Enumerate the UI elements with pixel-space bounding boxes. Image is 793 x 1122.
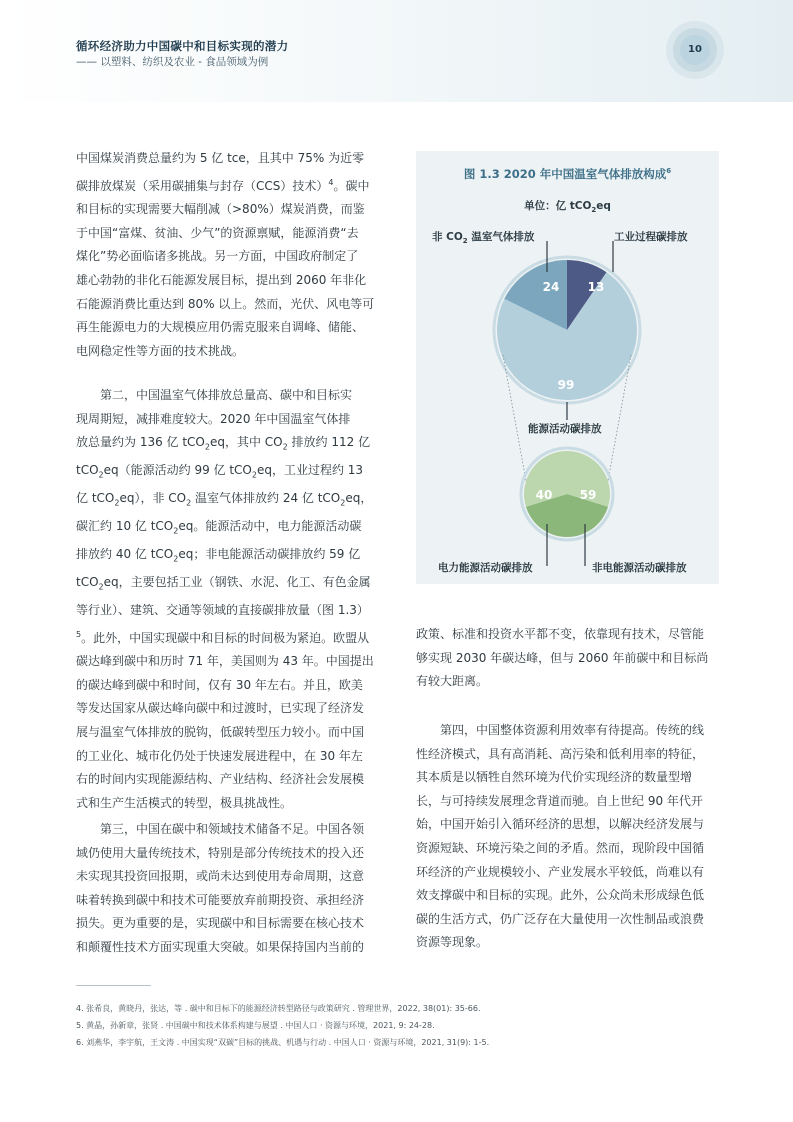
paragraph-fourth: 第四，中国整体资源利用效率有待提高。传统的线 性经济模式，具有高消耗、高污染和低利用率的特征， 其本质是以牺牲自然环境为代价实现经济的数量型增 长，与可持续发展理念背道而驰。自上世纪 90 年代开 始，中国开始引入循环经济的思想，以解决经济发展与 资源短缺、环境污染之间的矛盾。然而，现阶段中国循 环经济的产业规模较小、产业发展水平较低，尚难以有 效支撑碳中和目标的实现。此外，公众尚未形成绿色低 碳的生活方式，仍广泛存在大量使用一次性制品或浪费 资源等现象。: [416, 723, 705, 950]
report-subtitle: —— 以塑料、纺织及农业 - 食品领域为例: [76, 56, 269, 68]
footnote-divider: [76, 985, 151, 986]
label-energy: 能源活动碳排放: [528, 423, 602, 435]
report-title: 循环经济助力中国碳中和目标实现的潜力: [76, 39, 289, 53]
value-power: 40: [535, 488, 553, 502]
value-nonpower: 59: [579, 488, 597, 502]
value-industry: 13: [587, 280, 605, 294]
value-energy: 99: [557, 378, 575, 392]
label-nonpower: 非电能源活动碳排放: [592, 562, 687, 574]
footnote-4: 4. 张希良，黄晓丹，张达，等 . 碳中和目标下的能源经济转型路径与政策研究 . 管理世界，2022, 38(01): 35-66.: [76, 1004, 481, 1013]
paragraph-third: 第三，中国在碳中和领域技术储备不足。中国各领 域仍使用大量传统技术，特别是部分传统技术的投入还 未实现其投资回报期，或尚未达到使用寿命周期，这意 味着转换到碳中和技术可能要放弃前期投资、承担经济 损失。更为重要的是，实现碳中和目标需要在核心技术 和颠覆性技术方面实现重大突破。如果保持国内当前的: [76, 822, 365, 954]
figure-title: 图 1.3 2020 年中国温室气体排放构成$^6$: [463, 167, 672, 181]
page-number-badge: [666, 21, 724, 79]
label-power: 电力能源活动碳排放: [438, 562, 533, 574]
paragraph-coal: 中国煤炭消费总量约为 5 亿 tce，且其中 75% 为近零 碳排放煤炭（采用碳捕集与封存（CCS）技术）$^4$。碳中 和目标的实现需要大幅削减（>80%）煤炭消费，而鉴 于中国“富煤、贫油、少气”的资源禀赋，能源消费“去 煤化”势必面临诸多挑战。另一方面，中国政府制定了 雄心勃勃的非化石能源发展目标，提出到 2060 年非化 石能源消费比重达到 80% 以上。然而，光伏、风电等可 再生能源电力的大规模应用仍需克服来自调峰、储能、 电网稳定性等方面的技术挑战。: [76, 151, 375, 358]
label-nonco2: 非 $CO_2$ 温室气体排放: [432, 231, 535, 246]
value-nonco2: 24: [542, 280, 560, 294]
footnote-6: 6. 刘燕华，李宇航，王文涛 . 中国实现“双碳”目标的挑战、机遇与行动 . 中国人口 · 资源与环境，2021, 31(9): 1-5.: [76, 1038, 490, 1047]
figure-emission-composition: [416, 151, 719, 584]
footnote-5: 5. 黄晶，孙新章，张贤 . 中国碳中和技术体系构建与展望 . 中国人口 · 资源与环境，2021, 9: 24-28.: [76, 1021, 435, 1030]
paragraph-second: 第二，中国温室气体排放总量高、碳中和目标实 现周期短，减排难度较大。2020 年中国温室气体排 放总量约为 136 亿 tCO$_2$eq，其中 $CO_2$ 排放约 112 亿 tCO$_2$eq（能源活动约 99 亿 tCO$_2$eq，工业过程约 13 亿 tCO$_2$eq），非 $CO_2$ 温室气体排放约 24 亿 tCO$_2$eq， 碳汇约 10 亿 tCO$_2$eq。能源活动中，电力能源活动碳 排放约 40 亿 tCO$_2$eq；非电能源活动碳排放约 59 亿 tCO$_2$eq，主要包括工业（钢铁、水泥、化工、有色金属 等行业）、建筑、交通等领域的直接碳排放量（图 1.3） $^5$。此外，中国实现碳中和目标的时间极为紧迫。欧盟从 碳达峰到碳中和历时 71 年，美国则为 43 年。中国提出 的碳达峰到碳中和时间，仅有 30 年左右。并且，欧美 等发达国家从碳达峰向碳中和过渡时，已实现了经济发 展与温室气体排放的脱钩，低碳转型压力较小。而中国 的工业化、城市化仍处于快速发展进程中，在 30 年左 右的时间内实现能源结构、产业结构、经济社会发展模 式和生产生活模式的转型，极具挑战性。: [76, 388, 374, 810]
page-number: 10: [680, 35, 710, 65]
paragraph-continued: 政策、标准和投资水平都不变，依靠现有技术，尽管能 够实现 2030 年碳达峰，但与 2060 年前碳中和目标尚 有较大距离。: [416, 627, 709, 689]
pie-charts: [416, 151, 719, 584]
label-industry: 工业过程碳排放: [614, 231, 688, 243]
figure-unit: 单位：亿 tCO$_2$eq: [524, 200, 611, 215]
